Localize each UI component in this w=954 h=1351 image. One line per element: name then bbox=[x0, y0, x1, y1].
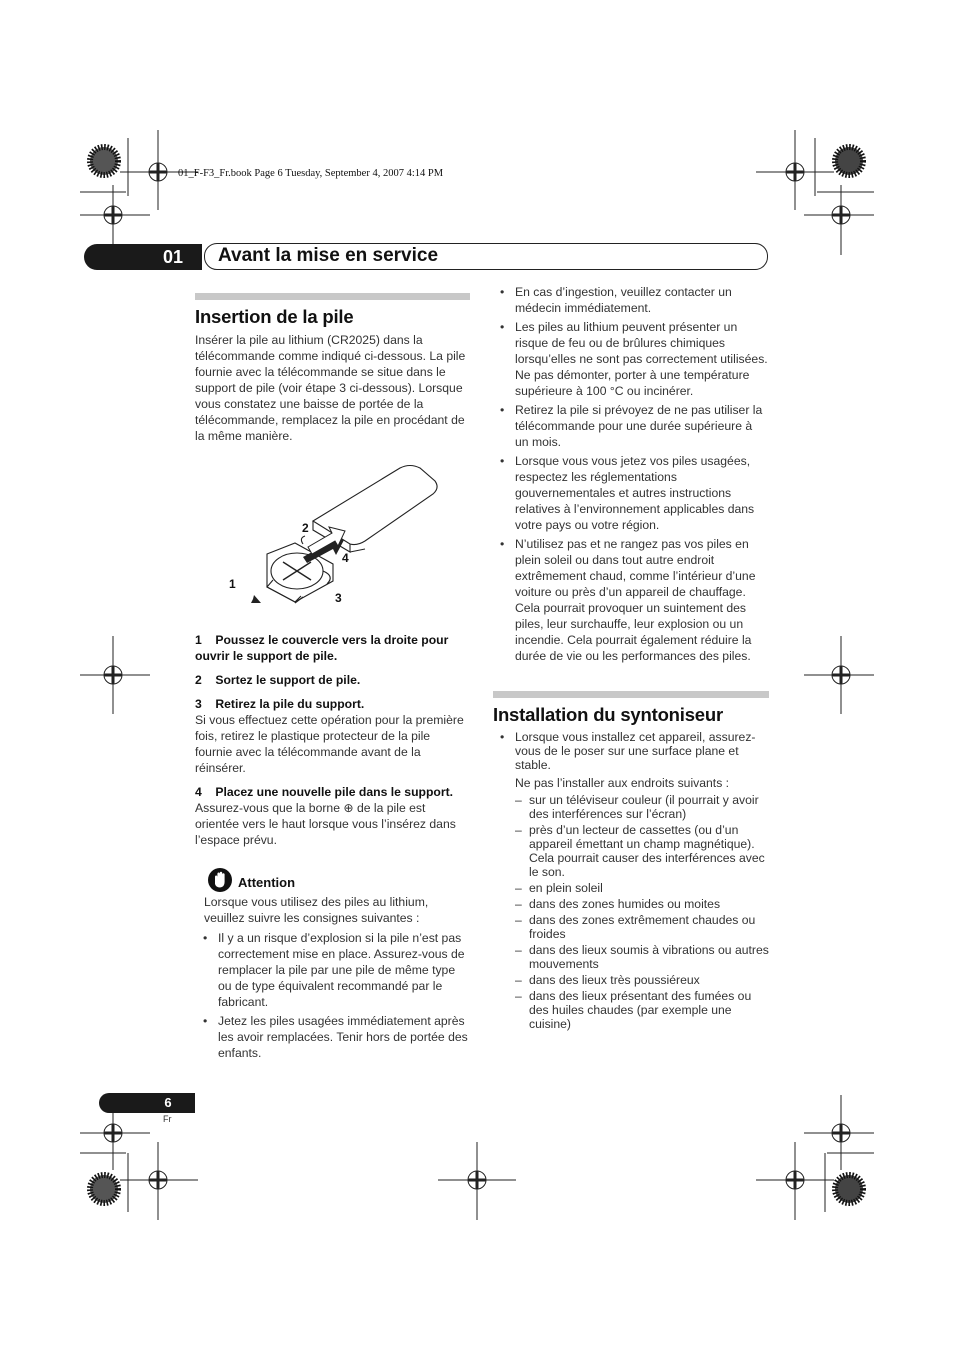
list-item: • Il y a un risque d’explosion si la pile n’est pas correctement mise en place. Assurez-vous de remplacer la pile par une pile de même type ou de type équivalent recommandé par le fabricant. bbox=[196, 930, 470, 1010]
list-item: – dans des zones extrêmement chaudes ou froides bbox=[493, 913, 769, 941]
install-sub-intro: Ne pas l’installer aux endroits suivants : bbox=[515, 776, 730, 790]
left-column bbox=[195, 293, 470, 1064]
step-3-heading: 3 Retirez la pile du support. bbox=[195, 697, 365, 711]
battery-warnings-list bbox=[493, 284, 769, 664]
install-locations-list bbox=[493, 793, 769, 1031]
section-rule bbox=[493, 691, 769, 698]
list-item: – dans des lieux très poussiéreux bbox=[493, 973, 769, 987]
install-list bbox=[493, 730, 769, 790]
list-item: • Les piles au lithium peuvent présenter un risque de feu ou de brûlures chimiques lorsqu’elles ne sont pas correctement utilisées. Ne pas démonter, porter à une température supérieure à 100 °C ou incinérer. bbox=[493, 319, 769, 399]
chapter-number: 01 bbox=[162, 247, 184, 267]
step-3-body: Si vous effectuez cette opération pour la première fois, retirez le plastique protecteur de la pile fournie avec la télécommande avant de la réinsérer. bbox=[195, 713, 464, 775]
section-title: Installation du syntoniseur bbox=[493, 704, 723, 725]
intro-text: Insérer la pile au lithium (CR2025) dans la télécommande comme indiqué ci-dessous. La pile fournie avec la télécommande se situe dans le support de pile (voir étape 3 ci-dessous). Lorsque vous constatez une baisse de portée de la télécommande, remplacez la pile en procédant de la même manière. bbox=[195, 333, 466, 443]
battery-figure bbox=[195, 456, 470, 626]
page-language: Fr bbox=[163, 1114, 172, 1124]
step-2-heading: 2 Sortez le support de pile. bbox=[195, 673, 361, 687]
list-item bbox=[493, 730, 769, 790]
list-item: – dans des zones humides ou moites bbox=[493, 897, 769, 911]
list-item: – sur un téléviseur couleur (il pourrait y avoir des interférences sur l’écran) bbox=[493, 793, 769, 821]
list-item: • En cas d’ingestion, veuillez contacter un médecin immédiatement. bbox=[493, 284, 769, 316]
figure-label-1: 1 bbox=[229, 577, 236, 591]
list-item: – dans des lieux soumis à vibrations ou autres mouvements bbox=[493, 943, 769, 971]
attention-box bbox=[195, 868, 470, 1061]
list-item: • N’utilisez pas et ne rangez pas vos piles en plein soleil ou dans tout autre endroit extrêmement chaud, comme l’intérieur d’une voiture ou près d’un appareil de chauffage. Cela pourrait provoquer un suintement des piles, leur surchauffe, leur explosion ou un incendie. Cela pourrait également réduire la durée de vie ou les performances des piles. bbox=[493, 536, 769, 664]
hand-warning-icon bbox=[208, 868, 232, 892]
list-item: – dans des lieux présentant des fumées ou des huiles chaudes (par exemple une cuisine) bbox=[493, 989, 769, 1031]
list-item: – près d’un lecteur de cassettes (ou d’un appareil émettant un champ magnétique). Cela pourrait causer des interférences avec le son. bbox=[493, 823, 769, 879]
install-bullet-text: Lorsque vous installez cet appareil, assurez-vous de le poser sur une surface plane et stable. bbox=[515, 730, 756, 772]
figure-label-2: 2 bbox=[302, 521, 309, 535]
page-number: 6 bbox=[164, 1095, 172, 1110]
remote-battery-illustration bbox=[195, 456, 470, 626]
section-rule bbox=[195, 293, 470, 300]
section-title: Insertion de la pile bbox=[195, 306, 354, 327]
step-4-heading: 4 Placez une nouvelle pile dans le support. bbox=[195, 785, 454, 799]
right-column bbox=[493, 284, 769, 1033]
figure-label-4: 4 bbox=[342, 551, 349, 565]
attention-bullets bbox=[196, 930, 470, 1061]
list-item: • Retirez la pile si prévoyez de ne pas utiliser la télécommande pour une durée supérieure à un mois. bbox=[493, 402, 769, 450]
chapter-title: Avant la mise en service bbox=[218, 245, 439, 266]
list-item: • Lorsque vous vous jetez vos piles usagées, respectez les réglementations gouvernementales et autres instructions relatives à l’environnement applicables dans votre pays ou votre région. bbox=[493, 453, 769, 533]
attention-intro: Lorsque vous utilisez des piles au lithium, veuillez suivre les consignes suivantes : bbox=[204, 895, 429, 925]
list-item: – en plein soleil bbox=[493, 881, 769, 895]
attention-title: Attention bbox=[238, 875, 296, 890]
print-slug: 01_F-F3_Fr.book Page 6 Tuesday, September 4, 2007 4:14 PM bbox=[178, 168, 444, 179]
step-1-heading: 1 Poussez le couvercle vers la droite pour ouvrir le support de pile. bbox=[195, 633, 449, 663]
step-4-body: Assurez-vous que la borne ⊕ de la pile est orientée vers le haut lorsque vous l’insérez dans l’espace prévu. bbox=[195, 801, 456, 847]
steps-list bbox=[195, 632, 470, 848]
figure-label-3: 3 bbox=[335, 591, 342, 605]
list-item: • Jetez les piles usagées immédiatement après les avoir remplacées. Tenir hors de portée des enfants. bbox=[196, 1013, 470, 1061]
attention-header bbox=[208, 868, 470, 892]
